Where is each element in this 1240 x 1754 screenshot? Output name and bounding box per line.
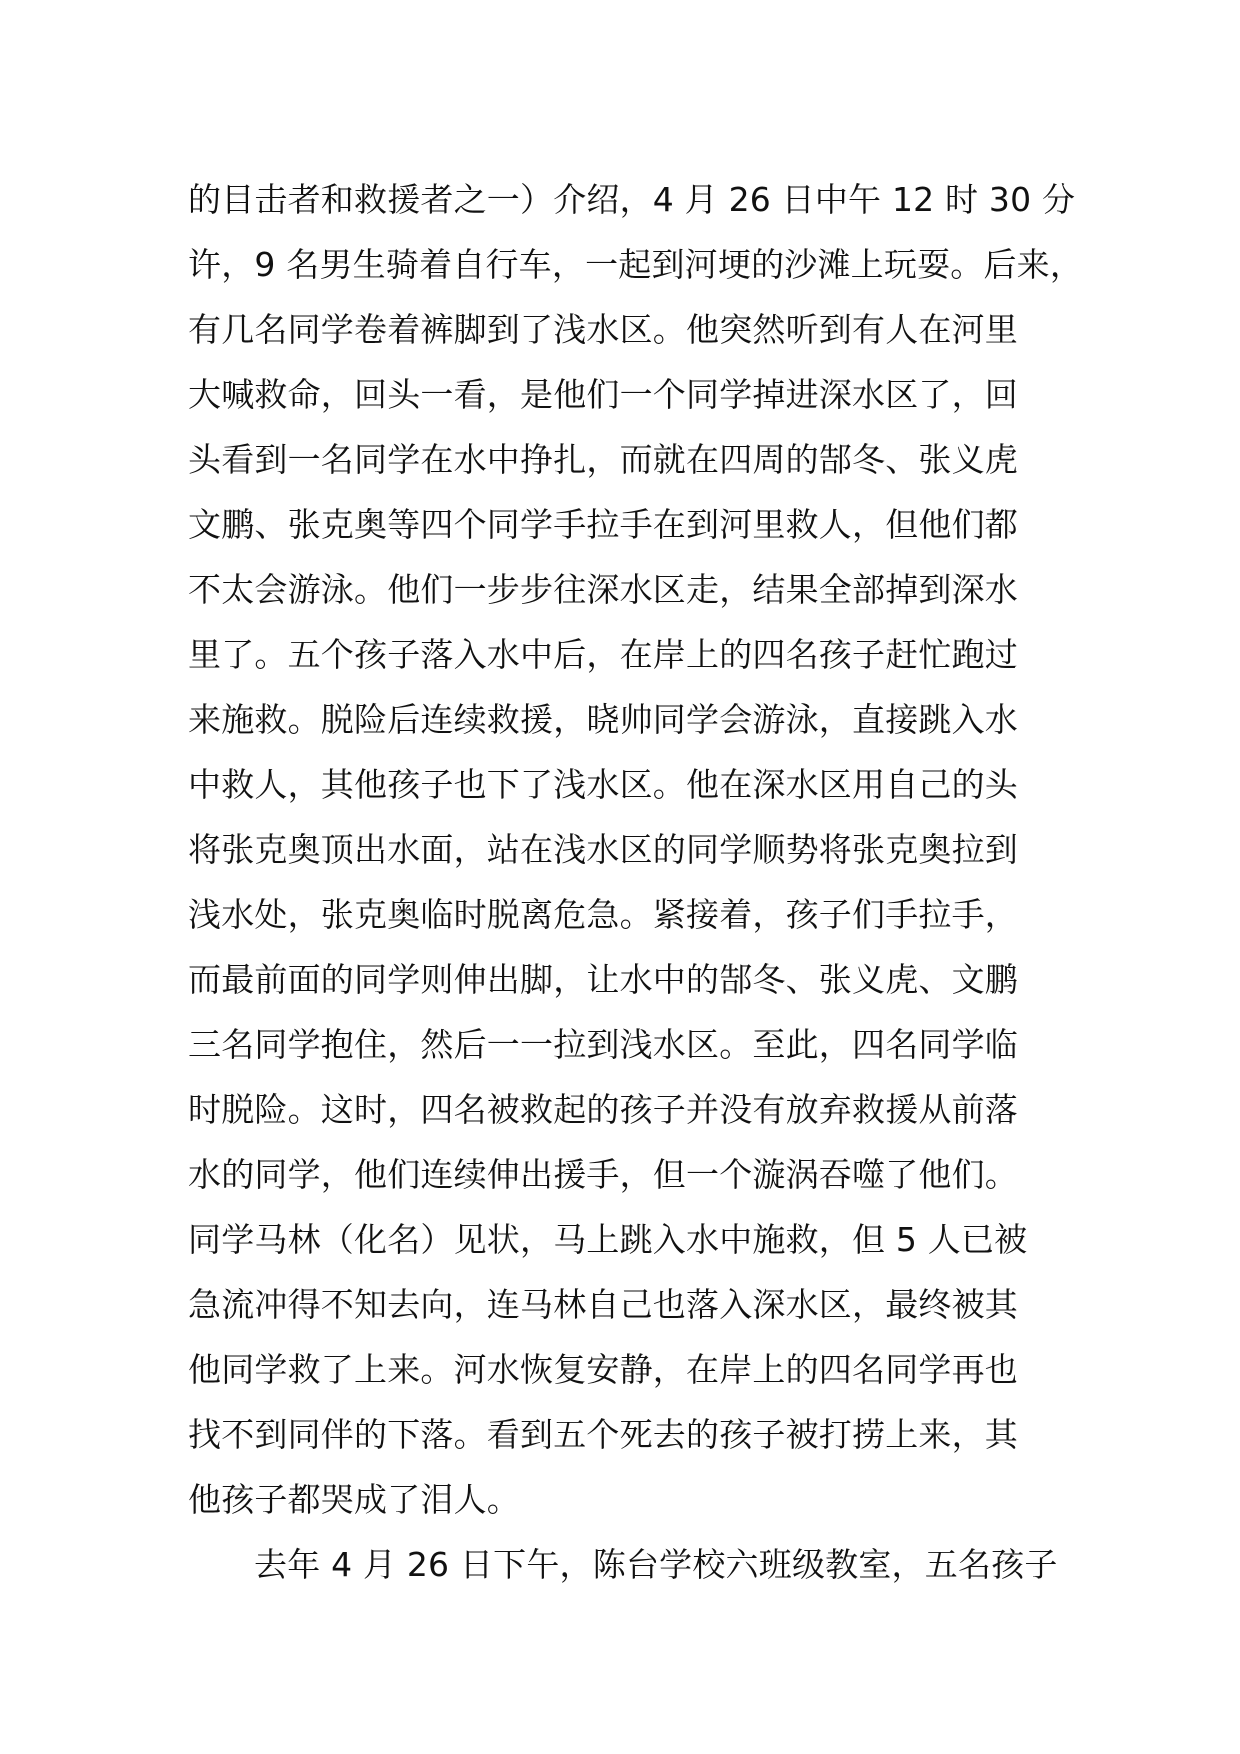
text-line: 找不到同伴的下落。看到五个死去的孩子被打捞上来，其 <box>188 1415 1018 1454</box>
text-line: 来施救。脱险后连续救援，晓帅同学会游泳，直接跳入水 <box>188 700 1018 739</box>
body-text <box>188 167 1088 1597</box>
text-line: 中救人，其他孩子也下了浅水区。他在深水区用自己的头 <box>188 765 1018 804</box>
text-line: 而最前面的同学则伸出脚，让水中的郜冬、张义虎、文鹏 <box>188 960 1018 999</box>
text-line: 文鹏、张克奥等四个同学手拉手在到河里救人，但他们都 <box>188 505 1018 544</box>
paragraph-start-line: 去年 4 月 26 日下午，陈台学校六班级教室，五名孩子 <box>254 1545 1058 1584</box>
text-line: 时脱险。这时，四名被救起的孩子并没有放弃救援从前落 <box>188 1090 1018 1129</box>
text-line: 他同学救了上来。河水恢复安静，在岸上的四名同学再也 <box>188 1350 1018 1389</box>
text-line: 头看到一名同学在水中挣扎，而就在四周的郜冬、张义虎 <box>188 440 1018 479</box>
text-line: 将张克奥顶出水面，站在浅水区的同学顺势将张克奥拉到 <box>188 830 1018 869</box>
text-line: 三名同学抱住，然后一一拉到浅水区。至此，四名同学临 <box>188 1025 1018 1064</box>
text-line: 急流冲得不知去向，连马林自己也落入深水区，最终被其 <box>188 1285 1018 1324</box>
text-line: 水的同学，他们连续伸出援手，但一个漩涡吞噬了他们。 <box>188 1155 1018 1194</box>
text-line: 浅水处，张克奥临时脱离危急。紧接着，孩子们手拉手， <box>188 895 1018 934</box>
text-line: 同学马林（化名）见状，马上跳入水中施救，但 5 人已被 <box>188 1220 1028 1259</box>
text-line: 他孩子都哭成了泪人。 <box>188 1480 520 1519</box>
text-line: 有几名同学卷着裤脚到了浅水区。他突然听到有人在河里 <box>188 310 1018 349</box>
text-line: 不太会游泳。他们一步步往深水区走，结果全部掉到深水 <box>188 570 1018 609</box>
text-line: 的目击者和救援者之一）介绍，4 月 26 日中午 12 时 30 分 <box>188 180 1076 219</box>
text-line: 许，9 名男生骑着自行车，一起到河埂的沙滩上玩耍。后来， <box>188 245 1084 284</box>
text-line: 里了。五个孩子落入水中后，在岸上的四名孩子赶忙跑过 <box>188 635 1018 674</box>
text-line: 大喊救命，回头一看，是他们一个同学掉进深水区了，回 <box>188 375 1018 414</box>
